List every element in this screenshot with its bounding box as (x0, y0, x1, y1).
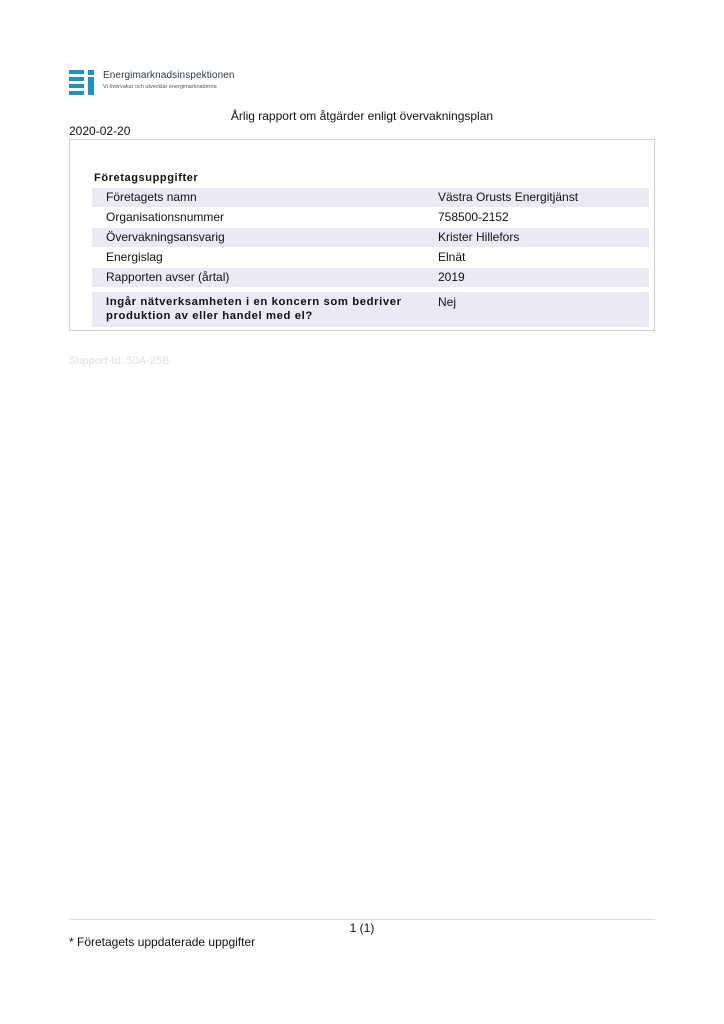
question-label (106, 295, 402, 323)
row-label: Övervakningsansvarig (106, 230, 225, 244)
org-name: Energimarknadsinspektionen (103, 70, 235, 81)
document-title: Årlig rapport om åtgärder enligt övervakningsplan (230, 109, 494, 123)
row-value: Elnät (438, 250, 466, 264)
info-row-report-year (92, 268, 649, 287)
page-number: 1 (1) (349, 921, 375, 935)
support-id: Support-Id: 50A-25B (69, 355, 170, 367)
section-title: Företagsuppgifter (94, 172, 199, 184)
row-label: Organisationsnummer (106, 210, 225, 224)
row-value: Krister Hillefors (438, 230, 520, 244)
info-row-monitoring-officer (92, 228, 649, 247)
info-row-energy-type (92, 248, 649, 267)
info-row-group-question (92, 292, 649, 327)
row-label: Företagets namn (106, 190, 197, 204)
question-line-2: produktion av eller handel med el? (106, 310, 313, 322)
footnote: * Företagets uppdaterade uppgifter (69, 935, 256, 949)
row-label: Energislag (106, 250, 163, 264)
row-value: Västra Orusts Energitjänst (438, 190, 579, 204)
row-label: Rapporten avser (årtal) (106, 270, 230, 284)
ei-logo-icon (69, 70, 95, 96)
info-row-company-name (92, 188, 649, 207)
org-tagline: Vi övervakar och utvecklar energimarknaderna (103, 84, 217, 90)
footer-divider (69, 919, 655, 920)
question-line-1: Ingår nätverksamheten i en koncern som bedriver (106, 296, 402, 308)
company-info-panel (69, 139, 655, 331)
row-value: 758500-2152 (438, 210, 509, 224)
info-row-org-number (92, 208, 649, 227)
question-answer: Nej (438, 295, 457, 309)
document-date: 2020-02-20 (69, 124, 131, 138)
row-value: 2019 (438, 270, 465, 284)
logo (69, 70, 235, 96)
